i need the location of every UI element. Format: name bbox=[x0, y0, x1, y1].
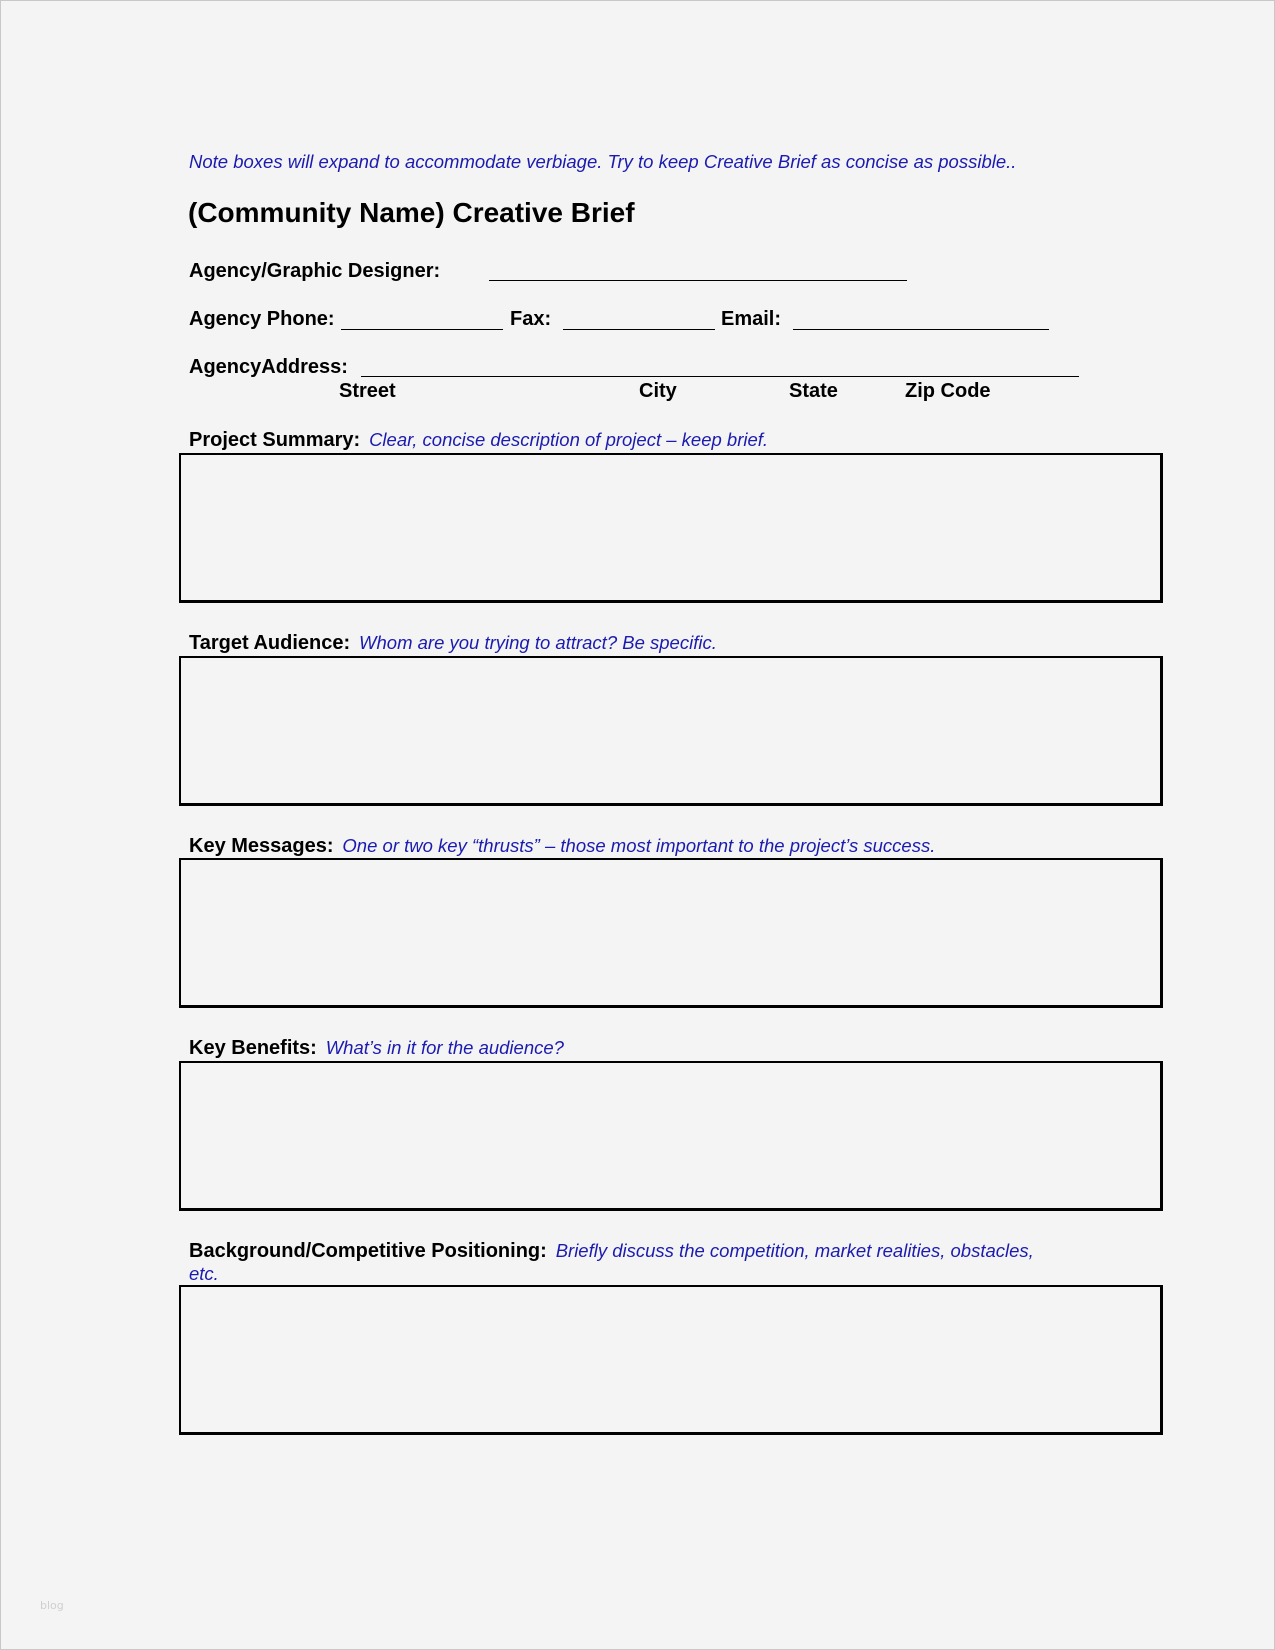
address-street-label: Street bbox=[339, 380, 396, 402]
project-summary-box[interactable] bbox=[179, 453, 1163, 603]
address-zip-label: Zip Code bbox=[905, 380, 991, 402]
email-label: Email: bbox=[721, 308, 782, 330]
section-key-benefits-heading bbox=[189, 1037, 564, 1060]
section-hint: Clear, concise description of project – keep brief. bbox=[369, 429, 769, 450]
section-hint: What’s in it for the audience? bbox=[325, 1037, 564, 1058]
phone-label: Agency Phone: bbox=[189, 308, 335, 330]
key-benefits-box[interactable] bbox=[179, 1061, 1163, 1211]
email-field[interactable] bbox=[793, 329, 1049, 330]
section-hint: Briefly discuss the competition, market realities, obstacles, bbox=[555, 1240, 1034, 1261]
designer-field[interactable] bbox=[489, 280, 907, 281]
background-box[interactable] bbox=[179, 1285, 1163, 1435]
section-label: Key Messages: bbox=[189, 835, 334, 857]
page-title: (Community Name) Creative Brief bbox=[188, 197, 635, 228]
section-label: Project Summary: bbox=[189, 429, 361, 451]
section-background-heading bbox=[189, 1240, 1034, 1263]
key-messages-box[interactable] bbox=[179, 858, 1163, 1008]
address-city-label: City bbox=[639, 380, 677, 402]
section-label: Target Audience: bbox=[189, 632, 351, 654]
target-audience-box[interactable] bbox=[179, 656, 1163, 806]
fax-label: Fax: bbox=[510, 308, 552, 330]
section-label: Background/Competitive Positioning: bbox=[189, 1240, 547, 1262]
section-project-summary-heading bbox=[189, 429, 768, 452]
section-hint: One or two key “thrusts” – those most important to the project’s success. bbox=[342, 835, 936, 856]
watermark: blog bbox=[40, 1599, 64, 1612]
phone-field[interactable] bbox=[341, 329, 503, 330]
section-target-audience-heading bbox=[189, 632, 717, 655]
fax-field[interactable] bbox=[563, 329, 715, 330]
section-hint: Whom are you trying to attract? Be specific. bbox=[359, 632, 717, 653]
address-label: AgencyAddress: bbox=[189, 356, 348, 378]
designer-label: Agency/Graphic Designer: bbox=[189, 260, 441, 282]
address-field[interactable] bbox=[361, 376, 1079, 377]
address-state-label: State bbox=[789, 380, 838, 402]
section-hint-continued: etc. bbox=[189, 1263, 219, 1284]
section-label: Key Benefits: bbox=[189, 1037, 317, 1059]
instruction-note: Note boxes will expand to accommodate verbiage. Try to keep Creative Brief as concise as possible.. bbox=[189, 151, 1017, 172]
section-key-messages-heading bbox=[189, 835, 935, 858]
